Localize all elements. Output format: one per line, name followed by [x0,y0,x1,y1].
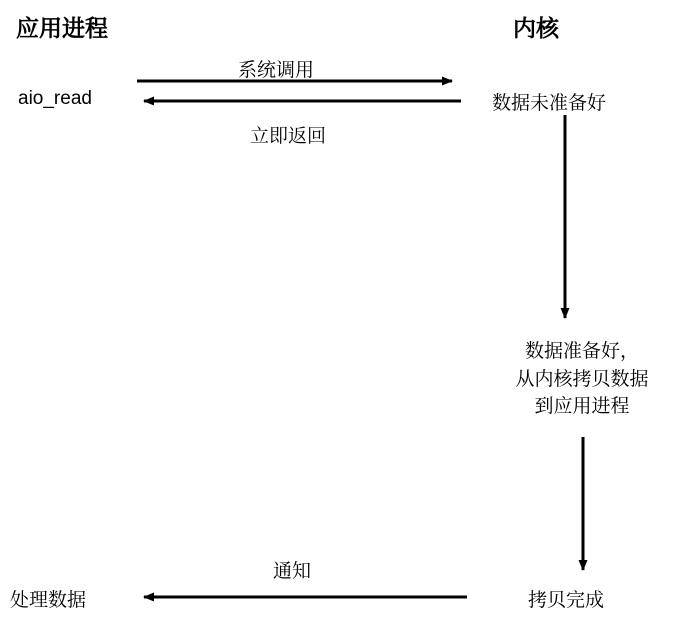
node-copy-done: 拷贝完成 [528,590,605,611]
node-aio-read: aio_read [18,88,92,109]
node-process-data: 处理数据 [10,590,87,611]
node-data-ready-copy-line1: 数据准备好， [524,341,639,362]
arrow-label-system-call: 系统调用 [238,60,315,81]
column-title-application-process: 应用进程 [16,15,108,41]
node-data-not-ready: 数据未准备好 [492,93,607,114]
arrow-label-notify: 通知 [273,561,312,582]
column-title-kernel: 内核 [513,15,559,41]
node-data-ready-copy [487,338,677,421]
arrow-label-return-immediately: 立即返回 [250,126,327,147]
node-data-ready-copy-line3: 到应用进程 [534,396,630,418]
node-data-ready-copy-line2: 从内核拷贝数据 [515,368,649,390]
